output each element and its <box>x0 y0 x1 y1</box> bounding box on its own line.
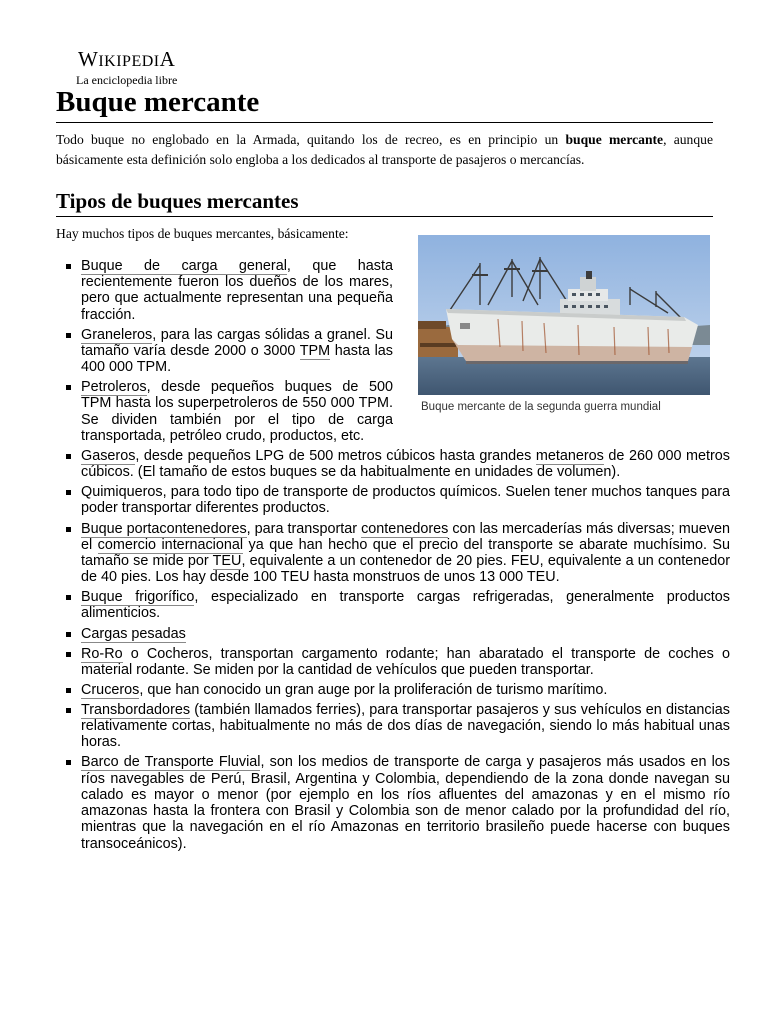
article-link[interactable]: Transbordadores <box>81 701 191 718</box>
figure-caption: Buque mercante de la segunda guerra mundial <box>421 401 661 413</box>
list-item <box>81 589 730 621</box>
list-item <box>81 258 393 323</box>
list-item-text: , que hasta recientemente fueron los dueños de los mares, pero que actualmente representan una pequeña fracción. <box>81 258 393 323</box>
list-item-text: con las mercaderías más diversas; mueven el <box>81 520 730 553</box>
list-item <box>81 379 393 444</box>
article-link[interactable]: TEU <box>212 552 242 569</box>
list-item-text: , para las cargas sólidas a granel. Su tamaño varía desde 2000 o 3000 <box>81 326 393 359</box>
list-item-text: , que han conocido un gran auge por la proliferación de turismo marítimo. <box>139 681 608 698</box>
list-item-text: (también llamados ferries), para transportar pasajeros y sus vehículos en distancias relativamente cortas, habitualmente no más de dos días de navegación, siendo lo más habitual unas horas. <box>81 701 730 751</box>
wikipedia-logo[interactable] <box>76 48 177 87</box>
article-link[interactable]: Cargas pesadas <box>81 625 186 642</box>
list-item <box>81 327 393 376</box>
article-link[interactable]: metaneros <box>535 447 604 464</box>
list-item-text: hasta las 400 000 TPM. <box>81 342 393 376</box>
list-item-text: , son los medios de transporte de carga y pasajeros más usados en los ríos navegables de Perú, Brasil, Argentina y Colombia, dependiendo de la zona donde navegan su calado es mayor o menor (por ejemplo en los ríos afluentes del amazonas y en el mismo río amazonas hasta la frontera con Brasil y Colombia son de menor calado por la profundidad del río, mientras que la navegación en el río Amazonas en territorio brasileño puede hacerse con buques transoceánicos). <box>81 754 731 852</box>
intro-bold-term: buque mercante <box>565 132 664 147</box>
list-item <box>81 521 730 586</box>
list-item <box>81 484 730 516</box>
list-item <box>81 682 730 698</box>
article-link[interactable]: Buque de carga general <box>81 258 287 274</box>
list-item-text: , desde pequeños LPG de 500 metros cúbicos hasta grandes <box>135 447 536 464</box>
article-link[interactable]: Ro-Ro <box>81 645 123 662</box>
article-link[interactable]: contenedores <box>361 520 449 537</box>
list-item-text: , desde pequeños buques de 500 TPM hasta los superpetroleros de 550 000 TPM. Se dividen también por el tipo de carga transportada, petróleo crudo, productos, etc. <box>81 379 393 444</box>
list-item-text: ya que han hecho que el precio del transporte se abarate muchísimo. Su tamaño se mide por <box>81 536 730 569</box>
article-link[interactable]: Gaseros <box>81 447 136 464</box>
article-link[interactable]: Buque portacontenedores <box>81 520 247 537</box>
article-link[interactable]: Cruceros <box>81 681 140 698</box>
article-link[interactable]: comercio internacional <box>97 536 244 553</box>
list-item-text: de 260 000 metros cúbicos. (El tamaño de estos buques se da habitualmente en unidades de volumen). <box>81 447 731 481</box>
article-link[interactable]: Barco de Transporte Fluvial <box>81 754 261 771</box>
list-item <box>81 448 730 480</box>
list-item <box>81 646 730 678</box>
section-lead: Hay muchos tipos de buques mercantes, básicamente: <box>56 226 349 241</box>
list-item <box>81 626 730 642</box>
list-item-text: , equivalente a un contenedor de 20 pies. FEU, equivalente a un contenedor de 40 pies. Los hay desde 100 TEU hasta monstruos de unos 13 000 TEU. <box>81 552 730 586</box>
page-title: Buque mercante <box>56 84 713 123</box>
list-item-text: o Cocheros, transportan cargamento rodante; han abaratado el transporte de coches o material rodante. Se miden por la cantidad de vehículos que pueden transportar. <box>81 645 730 678</box>
list-item-text: , especializado en transporte cargas refrigeradas, generalmente productos alimenticios. <box>81 589 730 622</box>
list-item <box>81 754 730 851</box>
ship-types-list <box>64 258 730 856</box>
list-item <box>81 702 730 751</box>
section-heading: Tipos de buques mercantes <box>56 187 713 217</box>
intro-paragraph: Todo buque no englobado en la Armada, quitando los de recreo, es en principio un buque mercante, aunque básicamente esta definición solo engloba a los dedicados al transporte de pasajeros o mercancías. <box>56 132 713 167</box>
article-link[interactable]: Graneleros <box>81 326 153 343</box>
list-item-text: , para transportar <box>246 520 362 537</box>
logo-wordmark: WIKIPEDIA <box>78 47 176 71</box>
article-link[interactable]: Buque frigorífico <box>81 589 195 606</box>
article-link[interactable]: Petroleros <box>81 379 147 396</box>
list-item-text: Quimiqueros, para todo tipo de transporte de productos químicos. Suelen tener muchos tanques para poder transportar diferentes productos. <box>81 484 730 517</box>
logo-tagline: La enciclopedia libre <box>76 73 178 87</box>
article-link[interactable]: TPM <box>299 342 331 359</box>
